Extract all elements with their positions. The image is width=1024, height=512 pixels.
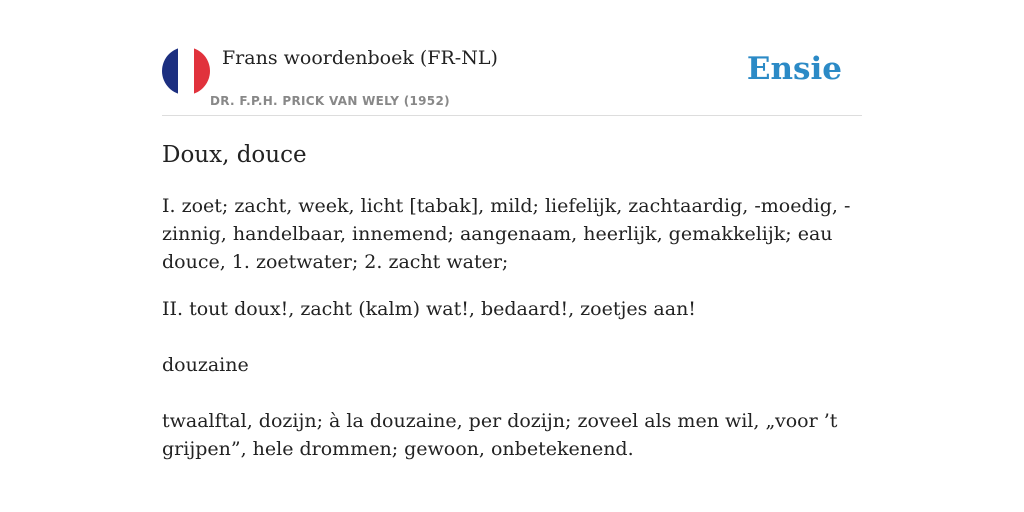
flag-stripe-red <box>194 47 210 95</box>
flag-stripe-blue <box>162 47 178 95</box>
definition-paragraph: II. tout doux!, zacht (kalm) wat!, bedaard!, zoetjes aan! <box>162 298 696 320</box>
definition-paragraph: I. zoet; zacht, week, licht [tabak], mild; liefelijk, zachtaardig, -moedig, -zinnig, handelbaar, innemend; aangenaam, heerlijk, gemakkelijk; eau douce, 1. zoetwater; 2. zacht water; <box>162 195 851 273</box>
flag-stripe-white <box>178 47 194 95</box>
definition-paragraph: douzaine <box>162 354 249 376</box>
dictionary-title: Frans woordenboek (FR-NL) <box>222 47 498 69</box>
dictionary-card <box>162 0 862 512</box>
french-flag-icon <box>162 47 210 95</box>
dictionary-header <box>162 0 862 116</box>
definition-paragraph: twaalftal, dozijn; à la douzaine, per dozijn; zoveel als men wil, „voor ’t grijpen”, hele drommen; gewoon, onbetekenend. <box>162 410 838 460</box>
entry-headword: Doux, douce <box>162 142 307 168</box>
dictionary-author: DR. F.P.H. PRICK VAN WELY (1952) <box>210 94 450 108</box>
ensie-logo-link[interactable]: Ensie <box>746 51 842 87</box>
